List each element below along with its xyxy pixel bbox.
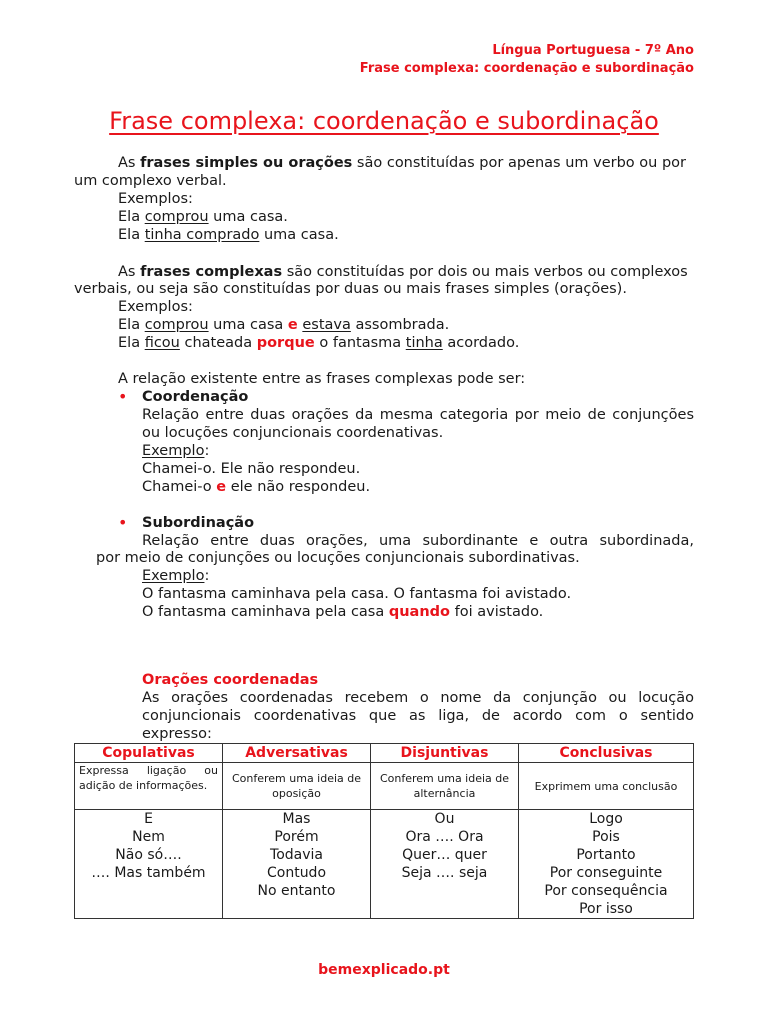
table-cell: Conferem uma ideia de oposição	[223, 763, 371, 810]
simple-term: frases simples ou orações	[140, 155, 353, 171]
complex-intro-line1: As frases complexas são constituídas por dois ou mais verbos ou complexos	[118, 264, 688, 280]
coord-title: Coordenação	[142, 389, 249, 405]
complex-example-2: Ela ficou chateada porque o fantasma tinha acordado.	[118, 335, 520, 351]
list-item: Todavia	[270, 847, 323, 863]
coord-example-2: Chamei-o e ele não respondeu.	[142, 479, 371, 495]
bullet-icon: •	[118, 513, 128, 532]
complex-term: frases complexas	[140, 264, 283, 280]
table-cell	[223, 810, 371, 919]
header-subject: Língua Portuguesa - 7º Ano	[492, 43, 694, 58]
column-header: Copulativas	[75, 744, 223, 763]
subord-title: Subordinação	[142, 515, 255, 531]
footer-site-link[interactable]: bemexplicado.pt	[318, 962, 450, 978]
list-item: Por consequência	[544, 883, 668, 899]
simple-intro-line2: um complexo verbal.	[74, 173, 227, 189]
conjunctions-table	[74, 743, 694, 919]
list-item: Ou	[434, 811, 455, 827]
coordenadas-title: Orações coordenadas	[142, 672, 319, 688]
table-header-row	[75, 744, 694, 763]
table-cell	[519, 810, 694, 919]
simple-examples-label: Exemplos:	[118, 191, 193, 207]
conjunction: e	[287, 317, 298, 333]
list-item: E	[144, 811, 153, 827]
table-row	[75, 810, 694, 919]
header-topic: Frase complexa: coordenação e subordinação	[359, 61, 694, 76]
complex-intro-line2: verbais, ou seja são constituídas por duas ou mais frases simples (orações).	[74, 281, 627, 297]
coord-example-label: Exemplo:	[142, 443, 210, 459]
list-item: …. Mas também	[91, 865, 206, 881]
conjunction: quando	[388, 604, 451, 620]
table-cell: Exprimem uma conclusão	[519, 763, 694, 810]
simple-example-1: Ela comprou uma casa.	[118, 209, 288, 225]
table-cell: Expressa ligação ou adição de informações.	[75, 763, 223, 810]
list-item: Mas	[282, 811, 311, 827]
list-item: Por conseguinte	[549, 865, 663, 881]
complex-examples-label: Exemplos:	[118, 299, 193, 315]
coordenadas-description: As orações coordenadas recebem o nome da conjunção ou locução conjuncionais coordenativas que as liga, de acordo com o sentido expresso:	[142, 690, 694, 742]
list-item: Quer… quer	[402, 847, 487, 863]
list-item: Por isso	[579, 901, 633, 917]
page-title: Frase complexa: coordenação e subordinação	[109, 107, 659, 135]
table-cell	[371, 810, 519, 919]
relation-intro: A relação existente entre as frases complexas pode ser:	[118, 371, 526, 387]
list-item: Ora …. Ora	[405, 829, 484, 845]
list-item: Porém	[274, 829, 319, 845]
conjunction: porque	[256, 335, 315, 351]
subord-example-label: Exemplo:	[142, 568, 210, 584]
table-row	[75, 763, 694, 810]
table-cell: Conferem uma ideia de alternância	[371, 763, 519, 810]
list-item: Seja …. seja	[401, 865, 488, 881]
conjunction: e	[216, 479, 227, 495]
list-item: Não só….	[115, 847, 182, 863]
subord-example-2: O fantasma caminhava pela casa quando foi avistado.	[142, 604, 544, 620]
subord-example-1: O fantasma caminhava pela casa. O fantasma foi avistado.	[142, 586, 572, 602]
subord-description-line2: por meio de conjunções ou locuções conjuncionais subordinativas.	[96, 550, 580, 566]
list-item: Contudo	[266, 865, 327, 881]
simple-intro-line1: As frases simples ou orações são constituídas por apenas um verbo ou por	[118, 155, 686, 171]
complex-example-1: Ela comprou uma casa e estava assombrada.	[118, 317, 450, 333]
subord-description-line1: Relação entre duas orações, uma subordinante e outra subordinada,	[142, 533, 694, 549]
list-item: Pois	[592, 829, 620, 845]
list-item: Nem	[132, 829, 165, 845]
coord-description: Relação entre duas orações da mesma categoria por meio de conjunções ou locuções conjuncionais coordenativas.	[142, 407, 694, 441]
list-item: Logo	[589, 811, 623, 827]
column-header: Adversativas	[223, 744, 371, 763]
list-item: No entanto	[257, 883, 336, 899]
header	[360, 42, 694, 78]
simple-example-2: Ela tinha comprado uma casa.	[118, 227, 339, 243]
column-header: Conclusivas	[519, 744, 694, 763]
table-cell	[75, 810, 223, 919]
bullet-icon: •	[118, 387, 128, 406]
coord-example-1: Chamei-o. Ele não respondeu.	[142, 461, 361, 477]
list-item: Portanto	[576, 847, 636, 863]
column-header: Disjuntivas	[371, 744, 519, 763]
